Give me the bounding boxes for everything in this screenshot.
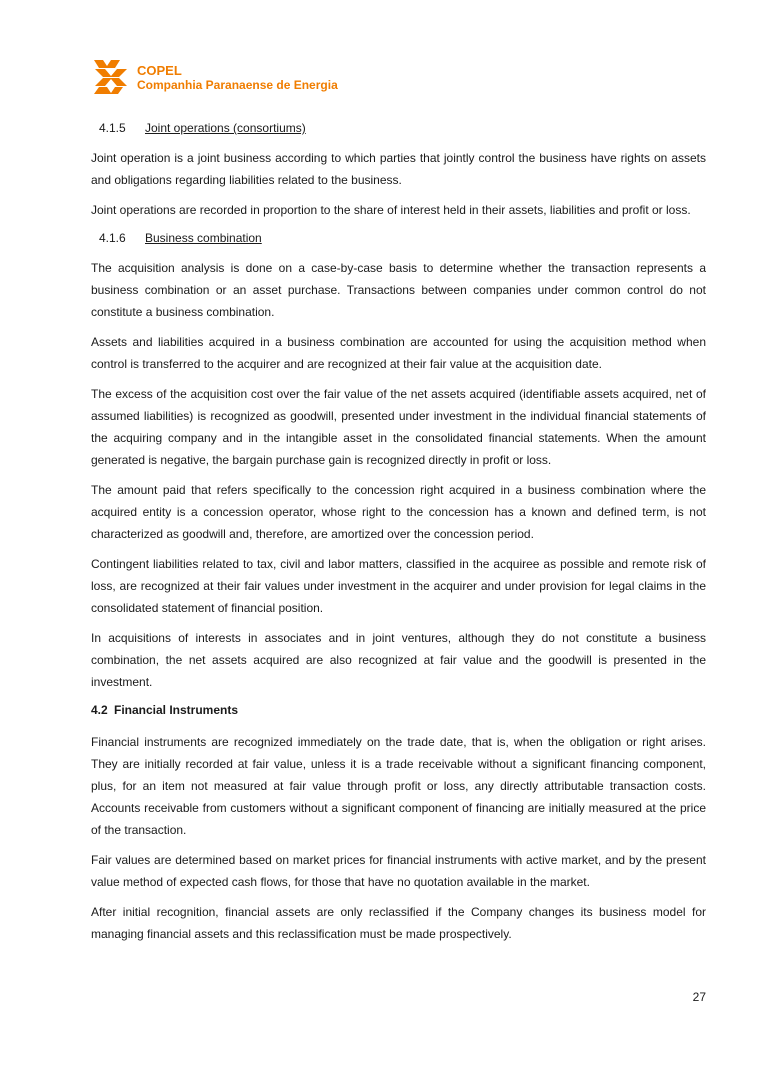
company-name: COPEL [137,63,182,78]
paragraph: The amount paid that refers specifically to the concession right acquired in a business combination where the acquired entity is a concession operator, whose right to the concession has a known and defined term, is not characterized as goodwill and, therefore, are amortized over the concession period. [91,483,706,541]
company-logo [93,59,353,97]
paragraph: After initial recognition, financial assets are only reclassified if the Company changes its business model for managing financial assets and this reclassification must be made prospectively. [91,905,706,941]
section-title: Financial Instruments [114,703,239,717]
paragraph: Financial instruments are recognized immediately on the trade date, that is, when the obligation or right arises. They are initially recorded at fair value, unless it is a trade receivable without a significant financing component, plus, for an item not measured at fair value through profit or loss, any directly attributable transaction costs. Accounts receivable from customers without a significant component of financing are initially measured at the price of the transaction. [91,735,706,837]
heading-joint-operations [99,119,706,137]
copel-logo-icon [93,59,129,95]
section-number: 4.1.5 [99,121,126,135]
paragraph: In acquisitions of interests in associates and in joint ventures, although they do not constitute a business combination, the net assets acquired are also recognized at fair value and the goodwill is presented in the investment. [91,631,706,689]
paragraph: Contingent liabilities related to tax, civil and labor matters, classified in the acquiree as possible and remote risk of loss, are recognized at their fair values under investment in the acquirer and under provision for legal claims in the consolidated statement of financial position. [91,557,706,615]
paragraph: Assets and liabilities acquired in a business combination are accounted for using the acquisition method when control is transferred to the acquirer and are recognized at their fair value at the acquisition date. [91,335,706,371]
section-title: Joint operations (consortiums) [145,121,306,135]
section-title: Business combination [145,231,262,245]
page-number: 27 [692,990,706,1004]
paragraph: Fair values are determined based on market prices for financial instruments with active market, and by the present value method of expected cash flows, for those that have no quotation available in the market. [91,853,706,889]
section-number: 4.2 [91,703,108,717]
document-body [91,119,706,953]
section-number: 4.1.6 [99,231,126,245]
paragraph: The acquisition analysis is done on a case-by-case basis to determine whether the transaction represents a business combination or an asset purchase. Transactions between companies under common control do not constitute a business combination. [91,261,706,319]
paragraph: The excess of the acquisition cost over the fair value of the net assets acquired (identifiable assets acquired, net of assumed liabilities) is recognized as goodwill, presented under investment in the individual financial statements of the acquiring company and in the intangible asset in the consolidated financial statements. When the amount generated is negative, the bargain purchase gain is recognized directly in profit or loss. [91,387,706,467]
paragraph: Joint operation is a joint business according to which parties that jointly control the business have rights on assets and obligations regarding liabilities related to the business. [91,151,706,187]
company-full-name: Companhia Paranaense de Energia [137,78,338,92]
paragraph: Joint operations are recorded in proportion to the share of interest held in their assets, liabilities and profit or loss. [91,203,691,217]
heading-financial-instruments [91,701,706,719]
heading-business-combination [99,229,706,247]
